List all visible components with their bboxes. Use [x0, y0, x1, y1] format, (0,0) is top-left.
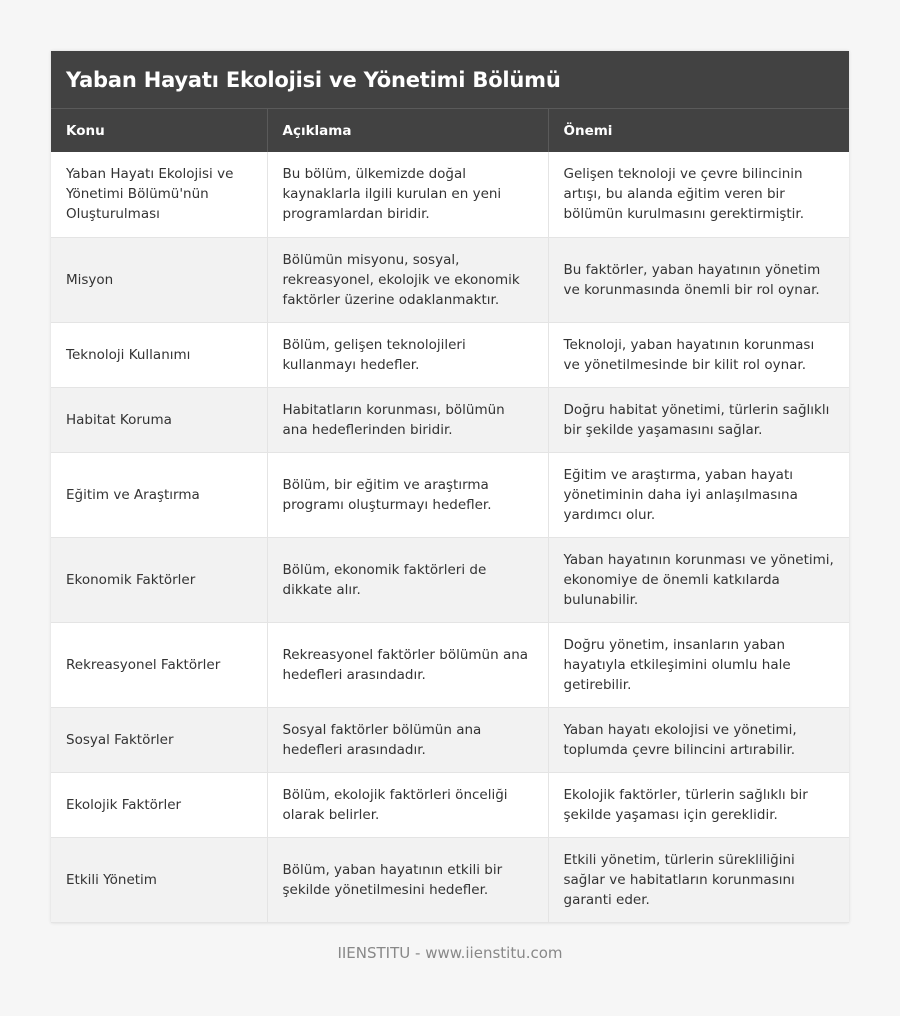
table-row [51, 322, 849, 387]
cell-onemi: Yaban hayatı ekolojisi ve yönetimi, toplumda çevre bilincini artırabilir. [548, 707, 849, 772]
column-header-konu: Konu [51, 109, 267, 152]
column-header-aciklama: Açıklama [267, 109, 548, 152]
cell-konu: Habitat Koruma [51, 387, 267, 452]
cell-onemi: Doğru habitat yönetimi, türlerin sağlıklı bir şekilde yaşamasını sağlar. [548, 387, 849, 452]
cell-onemi: Yaban hayatının korunması ve yönetimi, ekonomiye de önemli katkılarda bulunabilir. [548, 537, 849, 622]
cell-konu: Teknoloji Kullanımı [51, 322, 267, 387]
cell-onemi: Etkili yönetim, türlerin sürekliliğini sağlar ve habitatların korunmasını garanti eder. [548, 837, 849, 922]
table-row [51, 622, 849, 707]
cell-onemi: Gelişen teknoloji ve çevre bilincinin artışı, bu alanda eğitim veren bir bölümün kurulmasını gerektirmiştir. [548, 152, 849, 237]
table-row [51, 772, 849, 837]
cell-aciklama: Bölümün misyonu, sosyal, rekreasyonel, ekolojik ve ekonomik faktörler üzerine odaklanmaktır. [267, 237, 548, 322]
table-row [51, 237, 849, 322]
cell-onemi: Doğru yönetim, insanların yaban hayatıyla etkileşimini olumlu hale getirebilir. [548, 622, 849, 707]
cell-onemi: Eğitim ve araştırma, yaban hayatı yönetiminin daha iyi anlaşılmasına yardımcı olur. [548, 452, 849, 537]
table-row [51, 452, 849, 537]
cell-aciklama: Bölüm, bir eğitim ve araştırma programı oluşturmayı hedefler. [267, 452, 548, 537]
cell-aciklama: Bu bölüm, ülkemizde doğal kaynaklarla ilgili kurulan en yeni programlardan biridir. [267, 152, 548, 237]
cell-aciklama: Bölüm, ekonomik faktörleri de dikkate alır. [267, 537, 548, 622]
cell-aciklama: Bölüm, yaban hayatının etkili bir şekilde yönetilmesini hedefler. [267, 837, 548, 922]
table-title: Yaban Hayatı Ekolojisi ve Yönetimi Bölümü [66, 67, 561, 92]
cell-konu: Ekonomik Faktörler [51, 537, 267, 622]
cell-konu: Ekolojik Faktörler [51, 772, 267, 837]
footer-credit: IIENSTITU - www.iienstitu.com [337, 944, 563, 962]
cell-aciklama: Rekreasyonel faktörler bölümün ana hedefleri arasındadır. [267, 622, 548, 707]
cell-onemi: Bu faktörler, yaban hayatının yönetim ve korunmasında önemli bir rol oynar. [548, 237, 849, 322]
column-header-onemi: Önemi [548, 109, 849, 152]
table-title-bar [51, 51, 849, 109]
cell-konu: Rekreasyonel Faktörler [51, 622, 267, 707]
cell-onemi: Teknoloji, yaban hayatının korunması ve yönetilmesinde bir kilit rol oynar. [548, 322, 849, 387]
header-row [51, 109, 849, 152]
cell-konu: Etkili Yönetim [51, 837, 267, 922]
table-row [51, 537, 849, 622]
cell-konu: Sosyal Faktörler [51, 707, 267, 772]
table-row [51, 387, 849, 452]
table-row [51, 707, 849, 772]
table-row [51, 152, 849, 237]
cell-aciklama: Bölüm, gelişen teknolojileri kullanmayı hedefler. [267, 322, 548, 387]
table-row [51, 837, 849, 922]
cell-aciklama: Bölüm, ekolojik faktörleri önceliği olarak belirler. [267, 772, 548, 837]
cell-konu: Yaban Hayatı Ekolojisi ve Yönetimi Bölümü'nün Oluşturulması [51, 152, 267, 237]
table-card [51, 51, 849, 923]
data-table [51, 109, 849, 923]
cell-aciklama: Sosyal faktörler bölümün ana hedefleri arasındadır. [267, 707, 548, 772]
cell-konu: Misyon [51, 237, 267, 322]
cell-konu: Eğitim ve Araştırma [51, 452, 267, 537]
cell-aciklama: Habitatların korunması, bölümün ana hedeflerinden biridir. [267, 387, 548, 452]
cell-onemi: Ekolojik faktörler, türlerin sağlıklı bir şekilde yaşaması için gereklidir. [548, 772, 849, 837]
